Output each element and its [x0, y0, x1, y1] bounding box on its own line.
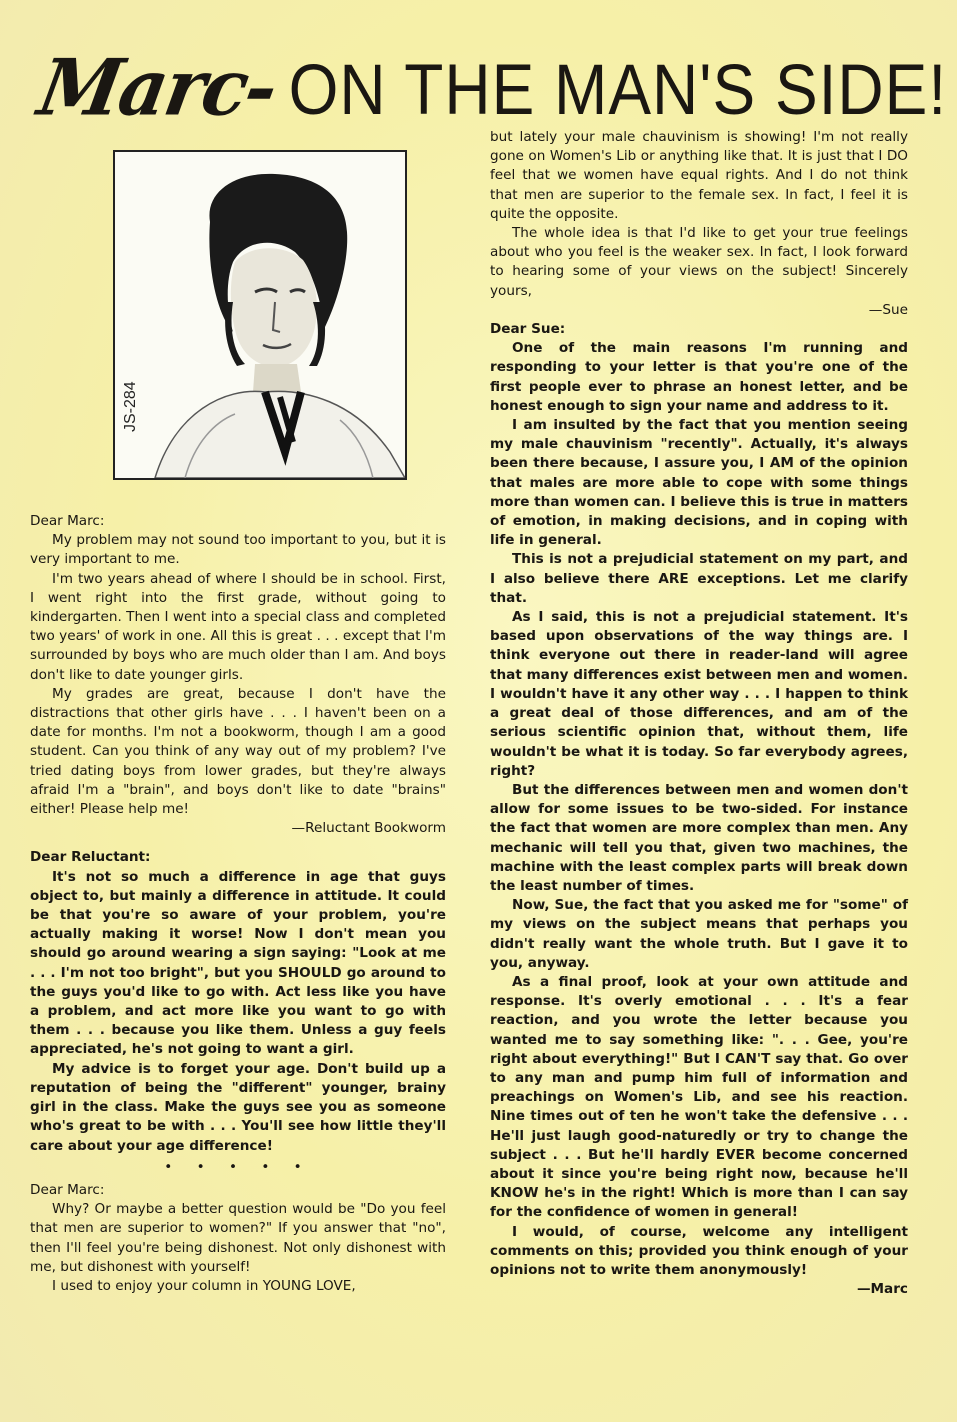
title-main-text: ON THE MAN'S SIDE! [288, 48, 948, 130]
columnist-photo [113, 150, 407, 480]
reply-sue [490, 320, 908, 1299]
letter-separator: • • • • • [164, 1158, 312, 1175]
reply1-paragraph: My advice is to forget your age. Don't build up a reputation of being the "different" younger, brainy girl in the class. Make the guys see you as someone who's great to be with . . . You'll see how little they'll care about your age difference! [30, 1060, 446, 1154]
reply2-paragraph: This is not a prejudicial statement on my part, and I also believe there ARE exceptions. Let me clarify that. [490, 551, 908, 606]
left-column [30, 512, 446, 1296]
reply1-salutation: Dear Reluctant: [30, 849, 151, 866]
letter1-paragraph: I'm two years ahead of where I should be in school. First, I went right into the first grade, without going to kindergarten. Then I went into a special class and completed two years' of work in one. All this is great . . . except that I'm surrounded by boys who are much older than I am. And boys don't like to date younger girls. [30, 570, 446, 683]
letter2-salutation: Dear Marc: [30, 1181, 105, 1198]
letter1-paragraph: My problem may not sound too important to you, but it is very important to me. [30, 532, 446, 568]
letter1-salutation: Dear Marc: [30, 513, 105, 529]
reply2-salutation: Dear Sue: [490, 321, 566, 338]
reply2-paragraph: I would, of course, welcome any intelligent comments on this; provided you think enough of your opinions not to write them anonymously! [490, 1223, 908, 1278]
letter2-paragraph: Why? Or maybe a better question would be "Do you feel that men are superior to women?" If you answer that "no", then I'll feel you're being dishonest. Not only dishonest with me, but dishonest with yourself! [30, 1201, 446, 1275]
letter2-paragraph: I used to enjoy your column in YOUNG LOVE, [52, 1277, 356, 1294]
letter2-paragraph: The whole idea is that I'd like to get your true feelings about who you feel is the weaker sex. In fact, I look forward to hearing some of your views on the subject! Sincerely yours, [490, 225, 908, 299]
page-title [32, 30, 948, 134]
letter-sue-part2 [490, 128, 908, 320]
reply2-paragraph: As a final proof, look at your own attitude and response. It's overly emotional . . . It's a fear reaction, and you wrote the letter because you wanted me to say something like: ". . . Gee, you're right about everything!" But I CAN'T say that. Go over to any man and pump him full of information and preachings on Women's Lib, and see his reaction. Nine times out of ten he won't take the defensive . . . He'll just laugh good-naturedly or try to change the subject . . . But he'll hardly EVER become concerned about it since you're being right now, because he'll KNOW he's in the right! Which is more than I can say for the confidence of women in general! [490, 973, 908, 1221]
reply2-paragraph: But the differences between men and women don't allow for some issues to be two-sided. For instance the fact that women are more complex than men. Any mechanic will tell you that, given two machines, the machine with the least complex parts will break down the least number of times. [490, 781, 908, 894]
photo-code: JS-284 [122, 381, 139, 432]
title-script-name: Marc- [32, 42, 283, 134]
reply2-paragraph: I am insulted by the fact that you mention seeing my male chauvinism "recently". Actually, it's always been there because, I assure you, I AM of the opinion that males are more able to cope with some things more than women can. I believe this is true in matters of emotion, in making decisions, and in coping with life in general. [490, 417, 908, 549]
reply2-paragraph: One of the main reasons I'm running and responding to your letter is that you're one of the first people ever to phrase an honest letter, and be honest enough to sign your name and address to it. [490, 340, 908, 414]
letter-sue-part1 [30, 1181, 446, 1296]
reply1-paragraph: It's not so much a difference in age that guys object to, but mainly a difference in attitude. It could be that you're so aware of your problem, you're actually making it worse! Now I don't mean you should go around wearing a sign saying: "Look at me . . . I'm not too bright", but you SHOULD go around to the guys you'd like to go with. Act less like you have a problem, and act more like you want to go with them . . . because you like them. Unless a guy feels appreciated, he's not going to want a girl. [30, 868, 446, 1058]
letter-reluctant-bookworm [30, 512, 446, 838]
letter1-paragraph: My grades are great, because I don't have the distractions that other girls have . . . I haven't been on a date for months. I'm not a bookworm, though I am a good student. Can you think of any way out of my problem? I've tried dating boys from lower grades, but they're always afraid I'm a "brain", and boys don't like to date "brains" either! Please help me! [30, 685, 446, 818]
letter1-signature: —Reluctant Bookworm [291, 820, 446, 837]
reply2-paragraph: As I said, this is not a prejudicial statement. It's based upon observations of the way things are. I think everyone out there in reader-land will agree that many differences exist between men and women. I wouldn't have it any other way . . . I happen to think a great deal of those differences, and am of the serious scientific opinion that, without them, life wouldn't be what it is today. So far everybody agrees, right? [490, 609, 908, 779]
reply-reluctant [30, 848, 446, 1155]
right-column [490, 128, 908, 1299]
letter2-continuation: but lately your male chauvinism is showing! I'm not really gone on Women's Lib or anything like that. It is just that I DO feel that we women have equal rights. And I do not think that men are superior to the female sex. In fact, I feel it is quite the opposite. [490, 129, 908, 222]
portrait-image [115, 152, 405, 478]
reply2-signature: —Marc [856, 1281, 908, 1298]
reply2-paragraph: Now, Sue, the fact that you asked me for "some" of my views on the subject means that perhaps you didn't really want the whole truth. But I gave it to you, anyway. [490, 897, 908, 971]
letter2-signature: —Sue [868, 301, 908, 318]
